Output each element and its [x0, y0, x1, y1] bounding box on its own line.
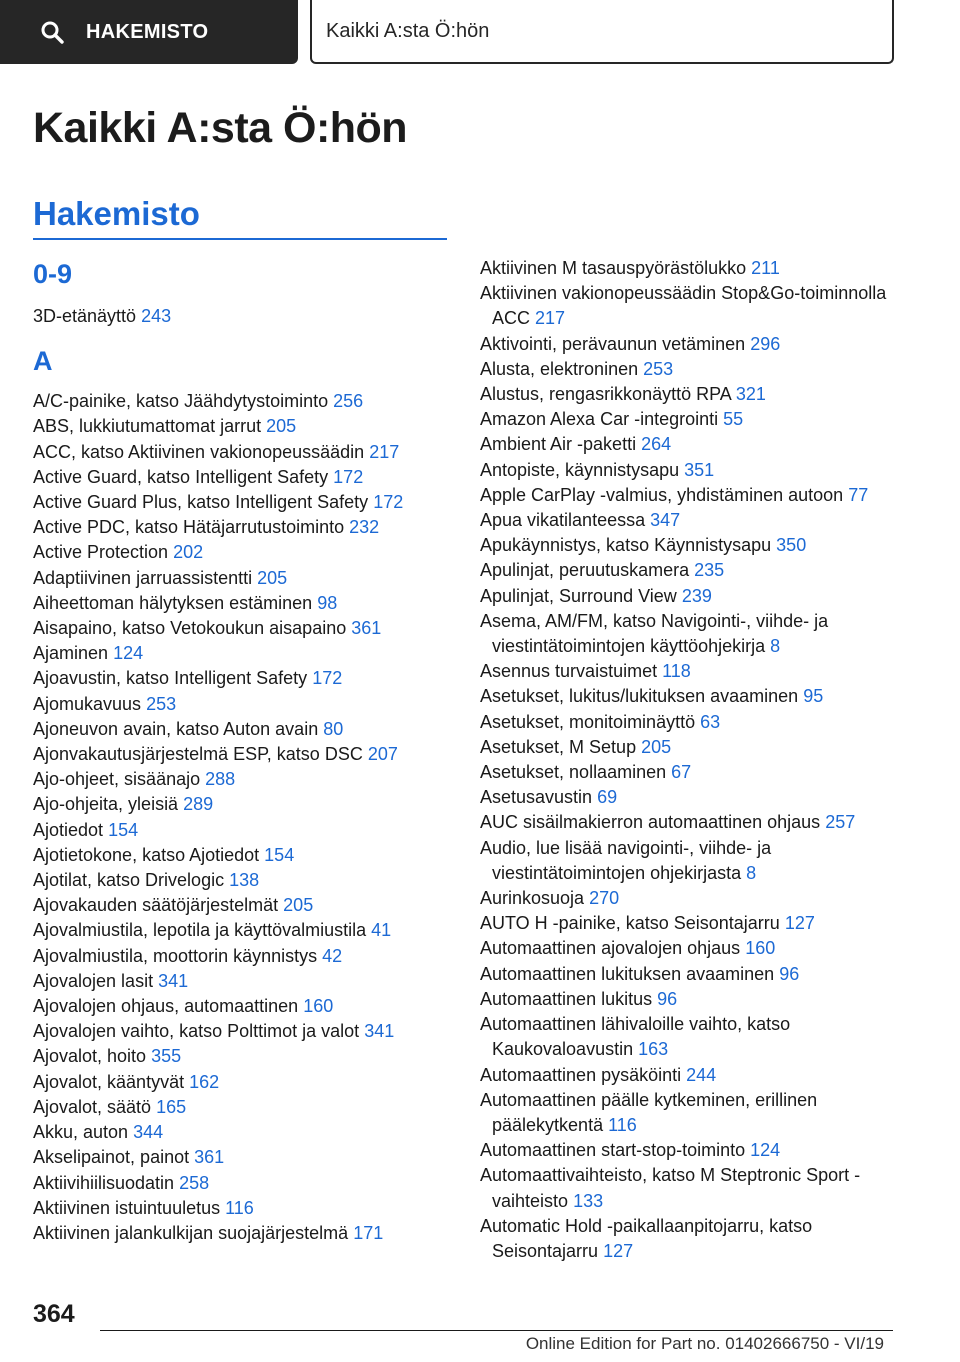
index-entry [33, 1196, 453, 1221]
index-entry-text: Aktivointi, perävaunun vetäminen [480, 333, 746, 354]
index-entry-page-link[interactable]: 96 [657, 988, 678, 1009]
index-entry-page-link[interactable]: 162 [189, 1071, 220, 1092]
index-entry-text: Ajoavustin, katso Intelligent Safety [33, 668, 308, 689]
footer-edition-text: Online Edition for Part no. 01402666750 - VI/19 [525, 1334, 884, 1353]
index-entry-page-link[interactable]: 77 [848, 484, 869, 505]
footer-divider [100, 1330, 893, 1331]
index-entry [480, 432, 900, 457]
index-entry [480, 1012, 900, 1062]
index-entry [480, 810, 900, 835]
index-entry-text: Automaattinen lähivaloille vaihto, katso Kaukovaloavustin [480, 1014, 791, 1060]
index-entry [480, 281, 900, 331]
index-entry [33, 918, 453, 943]
index-entry [33, 465, 453, 490]
index-entry [480, 1063, 900, 1088]
index-entry-text: ABS, lukkiutumattomat jarrut [33, 416, 262, 437]
index-entry-text: Aktiivinen jalankulkijan suojajärjestelmä [33, 1222, 349, 1243]
index-entry-page-link[interactable]: 211 [751, 258, 780, 278]
index-entry [480, 382, 900, 407]
index-entry-text: Apulinjat, Surround View [480, 585, 677, 606]
index-entry-page-link[interactable]: 116 [608, 1114, 637, 1135]
index-entry-page-link[interactable]: 244 [686, 1064, 717, 1085]
index-entry [33, 641, 453, 666]
index-entry-page-link[interactable]: 8 [770, 636, 781, 657]
index-entry-page-link[interactable]: 171 [353, 1222, 384, 1243]
index-entry [33, 944, 453, 969]
index-entry [33, 767, 453, 792]
index-entry [480, 609, 900, 659]
index-entry [480, 1163, 900, 1213]
index-entry [33, 1221, 453, 1246]
index-entry-page-link[interactable]: 42 [322, 945, 343, 966]
index-entry-text: AUC sisäilmakierron automaattinen ohjaus [480, 812, 821, 833]
index-entry-text: Aisapaino, katso Vetokoukun aisapaino [33, 618, 347, 639]
index-entry-text: Aiheettoman hälytyksen estäminen [33, 592, 313, 613]
index-entry-page-link[interactable]: 288 [205, 769, 236, 790]
index-entry-page-link[interactable]: 133 [573, 1190, 604, 1211]
index-entry-text: Automaattinen ajovalojen ohjaus [480, 938, 741, 959]
index-entry-text: Ajomukavuus [33, 693, 142, 714]
index-entry [480, 659, 900, 684]
index-entry [480, 357, 900, 382]
page-title: Kaikki A:sta Ö:hön [33, 104, 408, 152]
section-title: Hakemisto [33, 195, 200, 232]
index-entry [33, 1070, 453, 1095]
index-entry-text: Automaattivaihteisto, katso M Steptronic Sport -vaihteisto [480, 1165, 861, 1211]
index-entry-text: Apukäynnistys, katso Käynnistysapu [480, 535, 772, 556]
index-entry [33, 515, 453, 540]
index-entry-page-link[interactable]: 205 [257, 567, 288, 588]
index-entry [33, 1044, 453, 1069]
index-entry-text: Apulinjat, peruutuskamera [480, 560, 690, 581]
index-entry-page-link[interactable]: 243 [141, 306, 172, 326]
index-entry-page-link[interactable]: 257 [825, 812, 856, 833]
index-entry-page-link[interactable]: 289 [183, 794, 214, 815]
index-entry [480, 936, 900, 961]
index-entry-text: Active Guard, katso Intelligent Safety [33, 466, 329, 487]
index-entry-page-link[interactable]: 341 [364, 1021, 395, 1042]
index-entry [480, 710, 900, 735]
index-entry-page-link[interactable]: 160 [745, 938, 776, 959]
index-entry-text: Ambient Air -paketti [480, 434, 637, 455]
index-entry [480, 785, 900, 810]
index-entry-text: A/C-painike, katso Jäähdytystoiminto [33, 391, 329, 412]
index-entry-page-link[interactable]: 154 [264, 844, 295, 865]
search-tab[interactable] [0, 0, 298, 64]
index-entry [33, 717, 453, 742]
index-entry-page-link[interactable]: 347 [650, 510, 681, 531]
index-entry-text: Asennus turvaistuimet [480, 661, 658, 682]
index-entry-page-link[interactable]: 361 [194, 1147, 225, 1168]
index-entry-page-link[interactable]: 217 [369, 441, 400, 462]
index-entry-page-link[interactable]: 69 [597, 787, 618, 808]
index-entry-page-link[interactable]: 296 [750, 333, 781, 354]
index-entry-text: Active Protection [33, 542, 169, 563]
index-entry-text: Ajovakauden säätöjärjestelmät [33, 895, 279, 916]
index-entry-page-link[interactable]: 154 [108, 819, 139, 840]
index-entry [33, 591, 453, 616]
index-entry-text: Audio, lue lisää navigointi-, viihde- ja viestintätoimintojen ohjekirjasta [480, 837, 772, 883]
index-entry [33, 969, 453, 994]
index-entry-text: Ajovalojen ohjaus, automaattinen [33, 996, 299, 1017]
index-entry-text: Ajotiedot [33, 819, 104, 840]
page-number: 364 [33, 1300, 75, 1328]
index-entry-text: Aktiivinen vakionopeussäädin Stop&Go-toiminnolla ACC [480, 283, 887, 329]
top-navigation-bar [0, 0, 960, 66]
index-entry-text: Apua vikatilanteessa [480, 510, 646, 531]
index-entry [33, 1171, 453, 1196]
index-entry-text: Akselipainot, painot [33, 1147, 190, 1168]
index-entry-text: Ajonvakautusjärjestelmä ESP, katso DSC [33, 744, 363, 765]
index-entry-text: Ajoneuvon avain, katso Auton avain [33, 718, 319, 739]
index-entry-text: Automaattinen start-stop-toiminto [480, 1140, 746, 1161]
index-entry [33, 1019, 453, 1044]
index-entry-text: Active Guard Plus, katso Intelligent Safety [33, 492, 369, 513]
index-entry [480, 987, 900, 1012]
index-entry [480, 735, 900, 760]
index-entry [480, 836, 900, 886]
index-entry-page-link[interactable]: 205 [266, 416, 297, 437]
index-entry-page-link[interactable]: 96 [779, 963, 800, 984]
index-entry [33, 540, 453, 565]
index-entry-text: Asetusavustin [480, 787, 593, 808]
index-entry-page-link[interactable]: 124 [750, 1140, 781, 1161]
index-entry-text: Ajotietokone, katso Ajotiedot [33, 844, 260, 865]
index-group-heading: 0-9 [33, 259, 73, 289]
index-entry [480, 760, 900, 785]
index-entry-page-link[interactable]: 55 [723, 409, 744, 430]
index-entry [33, 742, 453, 767]
index-column-left [33, 256, 453, 1246]
index-entry [33, 666, 453, 691]
index-entry [33, 1095, 453, 1120]
index-entry-page-link[interactable]: 172 [312, 668, 343, 689]
index-entry-text: Akku, auton [33, 1122, 129, 1143]
index-entry-page-link[interactable]: 217 [535, 308, 566, 329]
index-entry [480, 911, 900, 936]
index-entry-page-link[interactable]: 63 [700, 711, 721, 732]
index-entry-page-link[interactable]: 355 [151, 1046, 182, 1067]
index-entry-text: Automaattinen lukitus [480, 988, 653, 1009]
index-entry-page-link[interactable]: 116 [225, 1197, 254, 1218]
index-entry-text: Adaptiivinen jarruassistentti [33, 567, 253, 588]
index-entry-text: AUTO H -painike, katso Seisontajarru [480, 913, 780, 934]
index-entry [480, 584, 900, 609]
index-entry-page-link[interactable]: 253 [146, 693, 177, 714]
index-entry-text: Ajovalojen lasit [33, 970, 154, 991]
index-entry-page-link[interactable]: 235 [694, 560, 725, 581]
index-entry [33, 616, 453, 641]
index-entry-page-link[interactable]: 172 [373, 492, 404, 513]
index-entry-page-link[interactable]: 118 [662, 661, 691, 682]
index-entry-page-link[interactable]: 207 [367, 744, 398, 765]
index-entry-text: Ajo-ohjeet, sisäänajo [33, 769, 201, 790]
index-entry-page-link[interactable]: 232 [349, 517, 380, 538]
index-entry-text: Aurinkosuoja [480, 888, 585, 909]
index-entry [480, 407, 900, 432]
index-entry [33, 389, 453, 414]
index-entry-page-link[interactable]: 205 [641, 736, 672, 757]
index-entry-page-link[interactable]: 264 [641, 434, 672, 455]
index-entry-page-link[interactable]: 341 [158, 970, 189, 991]
index-entry [33, 868, 453, 893]
index-entry-text: Asetukset, nollaaminen [480, 762, 667, 783]
index-entry-text: Ajovalot, säätö [33, 1096, 152, 1117]
index-entry-page-link[interactable]: 253 [643, 358, 674, 379]
index-entry-text: Asetukset, monitoiminäyttö [480, 711, 696, 732]
search-icon [40, 20, 64, 44]
index-entry-text: Automaattinen päälle kytkeminen, erillinen päälekytkentä [480, 1089, 818, 1135]
index-entry-text: Active PDC, katso Hätäjarrutustoiminto [33, 517, 345, 538]
index-entry-page-link[interactable]: 67 [671, 762, 692, 783]
index-entry-page-link[interactable]: 165 [156, 1096, 187, 1117]
index-entry [480, 558, 900, 583]
index-entry-text: Alusta, elektroninen [480, 358, 639, 379]
index-entry-text: Automaattinen pysäköinti [480, 1064, 682, 1085]
index-entry-page-link[interactable]: 127 [603, 1240, 634, 1261]
index-entry-text: 3D-etänäyttö [33, 306, 137, 326]
index-entry [33, 490, 453, 515]
index-entry-text: Ajotilat, katso Drivelogic [33, 870, 225, 891]
index-entry [33, 566, 453, 591]
index-entry [480, 962, 900, 987]
index-entry-text: Ajo-ohjeita, yleisiä [33, 794, 179, 815]
index-entry-text: Ajaminen [33, 643, 109, 664]
index-entry [480, 684, 900, 709]
index-entry-page-link[interactable]: 138 [229, 870, 260, 891]
index-entry-text: ACC, katso Aktiivinen vakionopeussäädin [33, 441, 365, 462]
index-entry-text: Asetukset, M Setup [480, 736, 637, 757]
index-entry-page-link[interactable]: 124 [113, 643, 144, 664]
index-entry-page-link[interactable]: 350 [776, 535, 807, 556]
index-entry [480, 483, 900, 508]
index-entry [480, 332, 900, 357]
index-entry-page-link[interactable]: 127 [784, 913, 815, 934]
index-entry-page-link[interactable]: 344 [133, 1122, 164, 1143]
index-entry-page-link[interactable]: 160 [303, 996, 334, 1017]
index-group-heading: A [33, 346, 53, 377]
index-entry-text: Ajovalot, kääntyvät [33, 1071, 185, 1092]
index-entry [33, 792, 453, 817]
current-section-tab[interactable] [310, 0, 894, 64]
index-entry [33, 440, 453, 465]
index-entry [480, 458, 900, 483]
index-entry-text: Ajovalot, hoito [33, 1046, 147, 1067]
index-entry-text: Ajovalmiustila, lepotila ja käyttövalmiustila [33, 920, 367, 941]
index-entry [480, 1088, 900, 1138]
index-entry [480, 533, 900, 558]
index-entry [33, 818, 453, 843]
index-entry-text: Automatic Hold -paikallaanpitojarru, katso Seisontajarru [480, 1215, 813, 1261]
index-entry [33, 994, 453, 1019]
index-entry [480, 886, 900, 911]
index-entry-text: Ajovalojen vaihto, katso Polttimot ja valot [33, 1021, 360, 1042]
index-entry [33, 893, 453, 918]
index-entry [480, 508, 900, 533]
index-entry-text: Aktiivinen istuintuuletus [33, 1197, 221, 1218]
index-entry [33, 843, 453, 868]
index-entry-page-link[interactable]: 270 [589, 888, 620, 909]
index-entry-text: Aktiivihiilisuodatin [33, 1172, 175, 1193]
index-entry-page-link[interactable]: 8 [746, 862, 757, 883]
index-entry [33, 304, 453, 329]
current-section-label: Kaikki A:sta Ö:hön [326, 19, 490, 42]
search-tab-label: HAKEMISTO [86, 20, 209, 43]
index-entry-text: Amazon Alexa Car -integrointi [480, 409, 719, 430]
index-entry-page-link[interactable]: 258 [179, 1172, 210, 1193]
index-entry-page-link[interactable]: 202 [173, 542, 204, 563]
section-divider [33, 238, 447, 240]
index-entry-text: Antopiste, käynnistysapu [480, 459, 680, 480]
index-entry [33, 1120, 453, 1145]
index-entry [480, 1214, 900, 1264]
index-entry-page-link[interactable]: 256 [333, 391, 364, 412]
index-entry-text: Asema, AM/FM, katso Navigointi-, viihde- ja viestintätoimintojen käyttöohjekirja [480, 610, 829, 657]
index-entry-page-link[interactable]: 172 [333, 466, 364, 487]
index-entry [480, 256, 900, 281]
index-entry-text: Alustus, rengasrikkonäyttö RPA [480, 384, 731, 405]
index-entry-page-link[interactable]: 95 [803, 686, 824, 707]
index-entry-text: Apple CarPlay -valmius, yhdistäminen autoon [480, 484, 844, 505]
index-entry-text: Asetukset, lukitus/lukituksen avaaminen [480, 686, 799, 707]
index-entry-page-link[interactable]: 205 [283, 895, 314, 916]
index-entry-page-link[interactable]: 163 [638, 1039, 669, 1060]
index-entry-page-link[interactable]: 98 [317, 592, 338, 613]
index-entry-page-link[interactable]: 239 [681, 585, 712, 606]
index-entry [33, 692, 453, 717]
index-column-right [480, 256, 900, 1264]
index-entry-page-link[interactable]: 80 [323, 718, 344, 739]
index-entry [33, 414, 453, 439]
index-entry-text: Ajovalmiustila, moottorin käynnistys [33, 945, 318, 966]
index-entry-page-link[interactable]: 361 [351, 618, 382, 639]
index-entry-text: Automaattinen lukituksen avaaminen [480, 963, 775, 984]
index-entry-page-link[interactable]: 321 [735, 384, 766, 405]
index-entry [33, 1145, 453, 1170]
index-entry-text: Aktiivinen M tasauspyörästölukko [480, 258, 747, 278]
index-entry-page-link[interactable]: 351 [684, 459, 715, 480]
index-entry-page-link[interactable]: 41 [371, 920, 392, 941]
index-entry [480, 1138, 900, 1163]
